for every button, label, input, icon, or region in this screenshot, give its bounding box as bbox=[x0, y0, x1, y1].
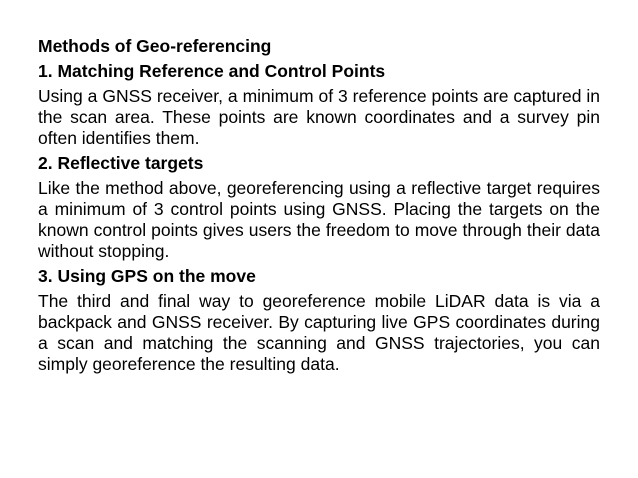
slide-content bbox=[38, 36, 600, 379]
section-1-body: Using a GNSS receiver, a minimum of 3 reference points are captured in the scan area. These points are known coordinates and a survey pin often identifies them. bbox=[38, 86, 600, 148]
section-3-body: The third and final way to georeference mobile LiDAR data is via a backpack and GNSS receiver. By capturing live GPS coordinates during a scan and matching the scanning and GNSS trajectories, you can simply georeference the resulting data. bbox=[38, 291, 600, 374]
section-3-heading: 3. Using GPS on the move bbox=[38, 266, 256, 286]
section-2-body: Like the method above, georeferencing using a reflective target requires a minimum of 3 control points using GNSS. Placing the targets on the known control points gives users the freedom to move through their data without stopping. bbox=[38, 178, 600, 261]
slide-title: Methods of Geo-referencing bbox=[38, 36, 272, 56]
section-2-heading: 2. Reflective targets bbox=[38, 153, 204, 173]
section-1-heading: 1. Matching Reference and Control Points bbox=[38, 61, 386, 81]
